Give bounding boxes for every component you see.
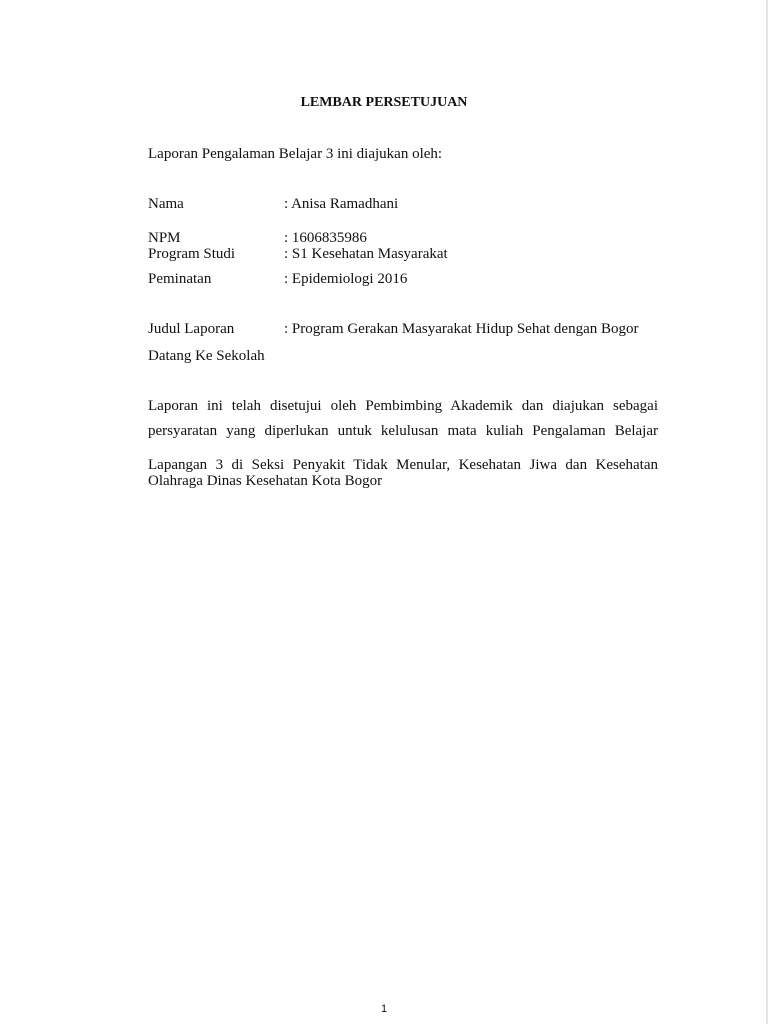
judul-laporan-continuation: Datang Ke Sekolah [148, 348, 265, 364]
page-title: LEMBAR PERSETUJUAN [300, 95, 468, 110]
approval-line-4: Olahraga Dinas Kesehatan Kota Bogor [148, 473, 383, 489]
program-studi-value: : S1 Kesehatan Masyarakat [284, 246, 448, 262]
judul-laporan-label: Judul Laporan [148, 321, 235, 337]
peminatan-label: Peminatan [148, 271, 212, 287]
approval-line-3: Lapangan 3 di Seksi Penyakit Tidak Menular, Kesehatan Jiwa dan Kesehatan [148, 457, 658, 473]
program-studi-label: Program Studi [148, 246, 236, 262]
approval-line-2: persyaratan yang diperlukan untuk kelulusan mata kuliah Pengalaman Belajar [148, 423, 658, 439]
intro-text: Laporan Pengalaman Belajar 3 ini diajukan oleh: [148, 146, 443, 162]
nama-value: : Anisa Ramadhani [284, 196, 399, 212]
nama-label: Nama [148, 196, 184, 212]
npm-label: NPM [148, 230, 181, 246]
judul-laporan-value: : Program Gerakan Masyarakat Hidup Sehat dengan Bogor [284, 321, 639, 337]
approval-line-1: Laporan ini telah disetujui oleh Pembimbing Akademik dan diajukan sebagai [148, 398, 658, 414]
peminatan-value: : Epidemiologi 2016 [284, 271, 408, 287]
npm-value: : 1606835986 [284, 230, 367, 246]
page-number: 1 [380, 1003, 388, 1015]
